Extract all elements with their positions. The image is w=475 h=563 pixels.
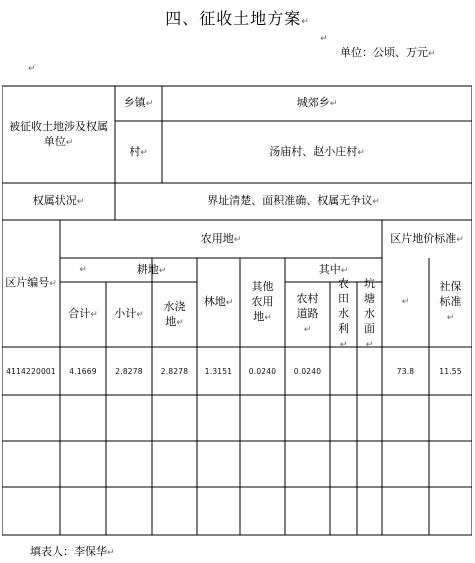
other-agri-cell <box>240 395 285 441</box>
total-cell <box>60 395 106 441</box>
township-label: 乡镇↵ <box>123 96 154 109</box>
price-cell: 73.8 <box>396 366 415 376</box>
other-agri-cell <box>240 487 285 535</box>
social-security-cell <box>429 487 472 535</box>
price-value-header: ↵ <box>401 297 410 307</box>
village-road-cell <box>285 487 330 535</box>
farm-water-cell <box>330 395 357 441</box>
price-cell <box>382 441 429 487</box>
pond-surface-cell <box>357 441 382 487</box>
district-no-cell: 4114220001 <box>6 366 56 376</box>
village-label: 村↵ <box>129 144 148 158</box>
filler-line: 填表人：李保华↵ <box>30 545 115 558</box>
subtotal-cell <box>106 487 152 535</box>
village-road-cell: 0.0240 <box>293 366 322 376</box>
agri-land-header: 农用地↵ <box>200 231 242 245</box>
price-cell <box>382 395 429 441</box>
forest-cell <box>197 395 240 441</box>
owner-label: 被征收土地涉及权属单位↵ <box>9 119 108 148</box>
forest-cell: 1.3151 <box>204 366 233 376</box>
subtotal-cell <box>106 441 152 487</box>
irrigated-cell: 2.8278 <box>160 366 189 376</box>
social-security-cell <box>429 395 472 441</box>
forest-cell <box>197 487 240 535</box>
subtotal-cell <box>106 395 152 441</box>
social-security-header: 社保标准↵ <box>439 280 462 323</box>
filler-name: 李保华 <box>74 545 107 558</box>
unit-label: 单位：公顷、万元↵ <box>340 46 436 59</box>
district-no-cell <box>2 487 60 535</box>
total-header: 合计↵ <box>68 307 98 320</box>
ownership-value: 界址清楚、面积准确、权属无争议↵ <box>207 194 380 207</box>
district-no-cell <box>2 441 60 487</box>
social-security-cell: 11.55 <box>439 366 462 376</box>
village-road-cell <box>285 441 330 487</box>
other-agri-header: 其他农用地↵ <box>251 280 274 323</box>
land-acquisition-table <box>2 83 472 537</box>
pond-surface-cell <box>357 395 382 441</box>
blank-header-cell: ↵ <box>79 264 87 275</box>
social-security-cell <box>429 441 472 487</box>
price-cell <box>382 487 429 535</box>
subtotal-header: 小计↵ <box>114 307 144 320</box>
township-value: 城郊乡↵ <box>296 96 338 109</box>
district-no-header: 区片编号↵ <box>5 276 57 289</box>
paragraph-mark: ↵ <box>320 34 328 44</box>
total-cell: 4.1669 <box>69 366 97 376</box>
irrigated-cell <box>152 487 197 535</box>
total-cell <box>60 441 106 487</box>
ownership-label: 权属状况↵ <box>32 194 85 207</box>
irrigated-cell <box>152 395 197 441</box>
farm-water-header: 农田水利↵ <box>338 277 349 350</box>
district-no-cell <box>2 395 60 441</box>
irrigated-cell <box>152 441 197 487</box>
of-which-header: 其中↵ <box>318 262 349 276</box>
paragraph-mark: ↵ <box>28 64 36 74</box>
price-standard-header: 区片地价标准↵ <box>390 231 464 245</box>
pond-surface-cell <box>357 347 382 395</box>
pond-surface-header: 坑塘水面↵ <box>364 277 375 350</box>
irrigated-header: 水浇地↵ <box>163 299 186 328</box>
document-title: 四、征收土地方案↵ <box>165 9 310 28</box>
farm-water-cell <box>330 441 357 487</box>
forest-header: 林地↵ <box>203 295 234 308</box>
other-agri-cell <box>240 441 285 487</box>
other-agri-cell: 0.0240 <box>248 366 277 376</box>
village-road-cell <box>285 395 330 441</box>
farm-water-cell <box>330 487 357 535</box>
farm-water-cell <box>330 347 357 395</box>
subtotal-cell: 2.8278 <box>115 366 143 376</box>
village-value: 汤庙村、赵小庄村↵ <box>269 144 365 158</box>
cultivated-header: 耕地↵ <box>136 262 167 276</box>
forest-cell <box>197 441 240 487</box>
total-cell <box>60 487 106 535</box>
village-road-header: 农村道路↵ <box>296 292 319 335</box>
filler-label: 填表人： <box>30 545 74 558</box>
pond-surface-cell <box>357 487 382 535</box>
